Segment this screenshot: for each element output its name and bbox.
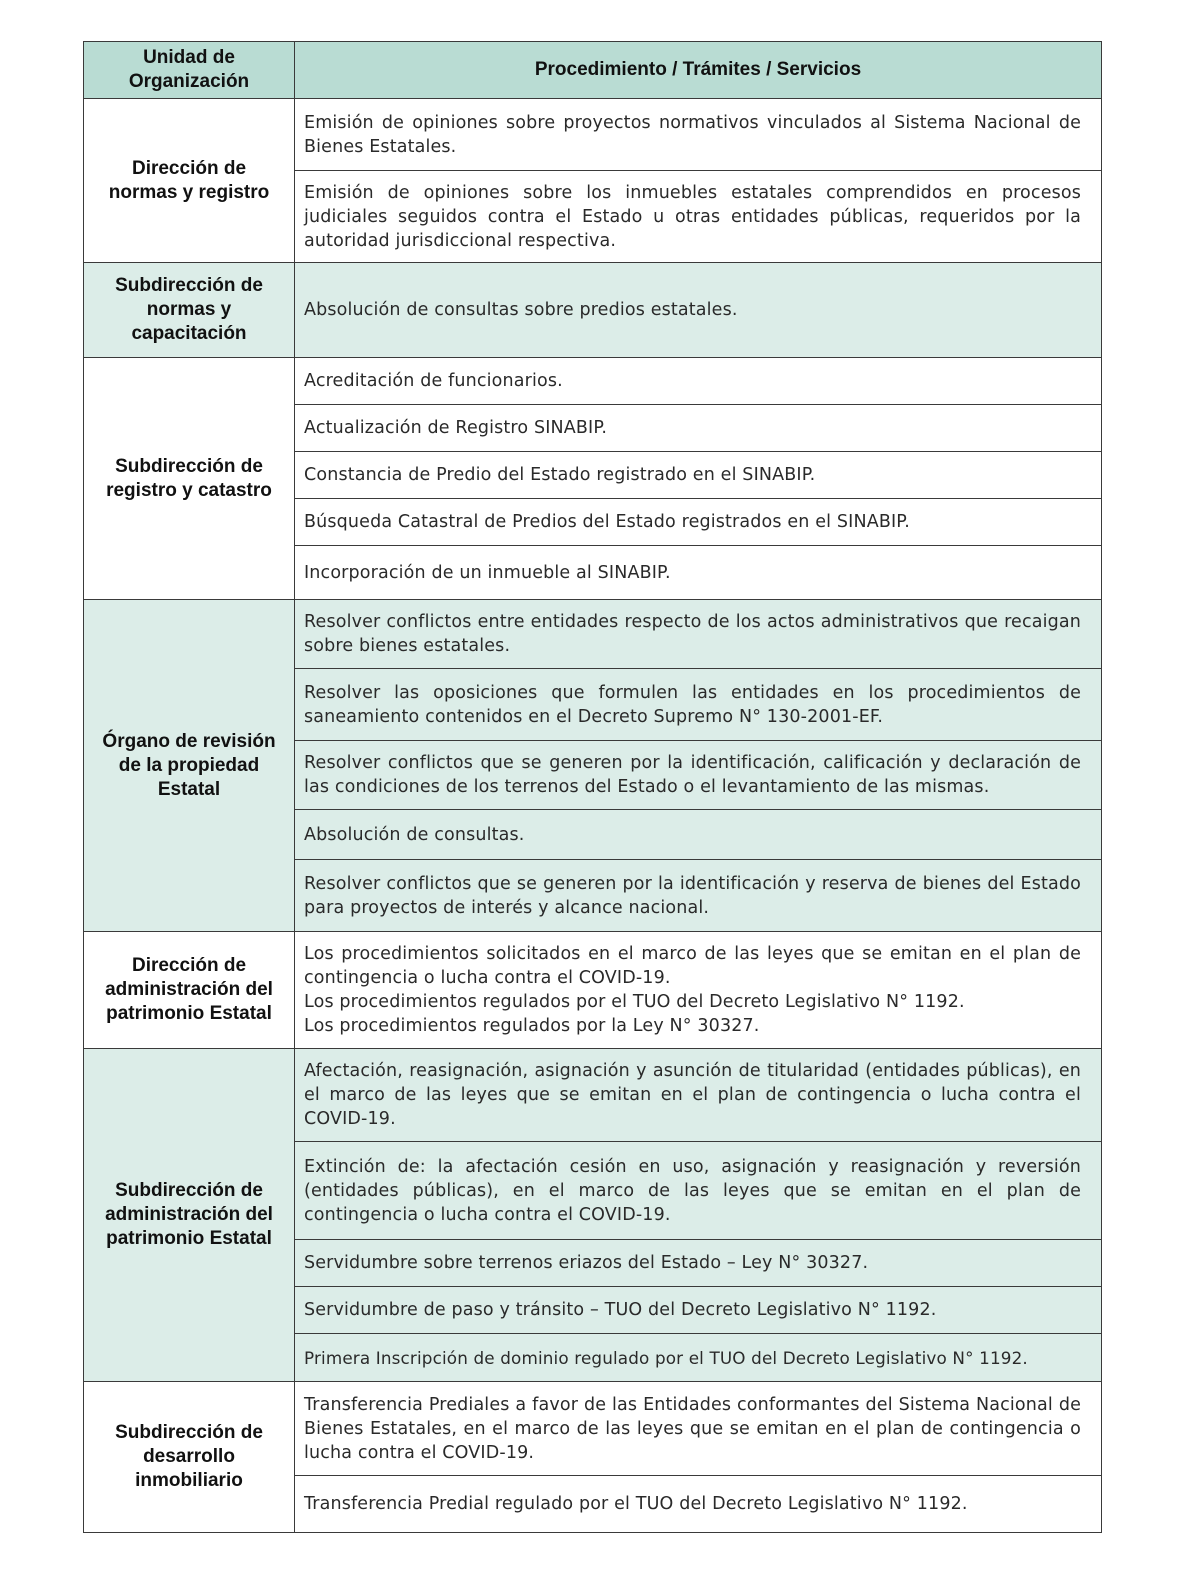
header-unit: Unidad de Organización [84, 42, 295, 99]
procedure-cell: Emisión de opiniones sobre proyectos normativos vinculados al Sistema Nacional de Bienes Estatales. [295, 99, 1102, 171]
table-row [84, 358, 1102, 405]
group-direccion-administracion [84, 932, 1102, 1049]
unit-cell: Subdirección de administración del patrimonio Estatal [84, 1049, 295, 1382]
table-row [84, 932, 1102, 1049]
procedure-cell: Resolver conflictos que se generen por la identificación y reserva de bienes del Estado para proyectos de interés y alcance nacional. [295, 860, 1102, 932]
procedure-cell: Constancia de Predio del Estado registrado en el SINABIP. [295, 452, 1102, 499]
group-organo-revision [84, 600, 1102, 932]
procedure-cell: Acreditación de funcionarios. [295, 358, 1102, 405]
procedure-cell: Búsqueda Catastral de Predios del Estado registrados en el SINABIP. [295, 499, 1102, 546]
procedure-line: Los procedimientos regulados por el TUO del Decreto Legislativo N° 1192. [304, 992, 965, 1012]
group-subdireccion-normas-capacitacion [84, 263, 1102, 358]
unit-cell: Subdirección de registro y catastro [84, 358, 295, 600]
procedure-cell: Servidumbre de paso y tránsito – TUO del Decreto Legislativo N° 1192. [295, 1287, 1102, 1334]
table-row [84, 1049, 1102, 1142]
procedure-cell: Emisión de opiniones sobre los inmuebles estatales comprendidos en procesos judiciales seguidos contra el Estado u otras entidades públicas, requeridos por la autoridad jurisdiccional respectiva. [295, 171, 1102, 263]
unit-cell: Dirección de normas y registro [84, 99, 295, 263]
unit-cell: Órgano de revisión de la propiedad Estatal [84, 600, 295, 932]
procedure-cell: Resolver las oposiciones que formulen las entidades en los procedimientos de saneamiento contenidos en el Decreto Supremo N° 130-2001-EF. [295, 669, 1102, 741]
group-subdireccion-desarrollo [84, 1382, 1102, 1533]
procedure-cell: Transferencia Predial regulado por el TUO del Decreto Legislativo N° 1192. [295, 1476, 1102, 1533]
header-row [84, 42, 1102, 99]
table-row [84, 1382, 1102, 1476]
unit-cell: Dirección de administración del patrimonio Estatal [84, 932, 295, 1049]
group-subdireccion-administracion [84, 1049, 1102, 1382]
table-row [84, 600, 1102, 669]
table-row [84, 99, 1102, 171]
procedure-cell: Afectación, reasignación, asignación y asunción de titularidad (entidades públicas), en el marco de las leyes que se emitan en el plan de contingencia o lucha contra el COVID-19. [295, 1049, 1102, 1142]
unit-cell: Subdirección de normas y capacitación [84, 263, 295, 358]
procedure-cell: Servidumbre sobre terrenos eriazos del Estado – Ley N° 30327. [295, 1240, 1102, 1287]
procedure-cell [295, 932, 1102, 1049]
procedure-line: Los procedimientos solicitados en el marco de las leyes que se emitan en el plan de contingencia o lucha contra el COVID-19. [304, 944, 1081, 988]
table-row [84, 263, 1102, 358]
procedure-cell: Actualización de Registro SINABIP. [295, 405, 1102, 452]
table-header [84, 42, 1102, 99]
procedure-cell: Resolver conflictos que se generen por la identificación, calificación y declaración de las condiciones de los terrenos del Estado o el levantamiento de las mismas. [295, 741, 1102, 810]
group-direccion-normas-registro [84, 99, 1102, 263]
procedure-cell: Primera Inscripción de dominio regulado por el TUO del Decreto Legislativo N° 1192. [295, 1334, 1102, 1382]
procedure-cell: Extinción de: la afectación cesión en uso, asignación y reasignación y reversión (entidades públicas), en el marco de las leyes que se emitan en el plan de contingencia o lucha contra el COVID-19. [295, 1142, 1102, 1240]
header-procedures: Procedimiento / Trámites / Servicios [295, 42, 1102, 99]
group-subdireccion-registro-catastro [84, 358, 1102, 600]
procedure-cell: Absolución de consultas sobre predios estatales. [295, 263, 1102, 358]
procedure-cell: Absolución de consultas. [295, 810, 1102, 860]
procedure-cell: Transferencia Prediales a favor de las Entidades conformantes del Sistema Nacional de Bienes Estatales, en el marco de las leyes que se emitan en el plan de contingencia o lucha contra el COVID-19. [295, 1382, 1102, 1476]
procedures-table [83, 41, 1102, 1533]
procedure-cell: Incorporación de un inmueble al SINABIP. [295, 546, 1102, 600]
unit-cell: Subdirección de desarrollo inmobiliario [84, 1382, 295, 1533]
procedure-line: Los procedimientos regulados por la Ley N° 30327. [304, 1016, 760, 1036]
procedure-cell: Resolver conflictos entre entidades respecto de los actos administrativos que recaigan sobre bienes estatales. [295, 600, 1102, 669]
